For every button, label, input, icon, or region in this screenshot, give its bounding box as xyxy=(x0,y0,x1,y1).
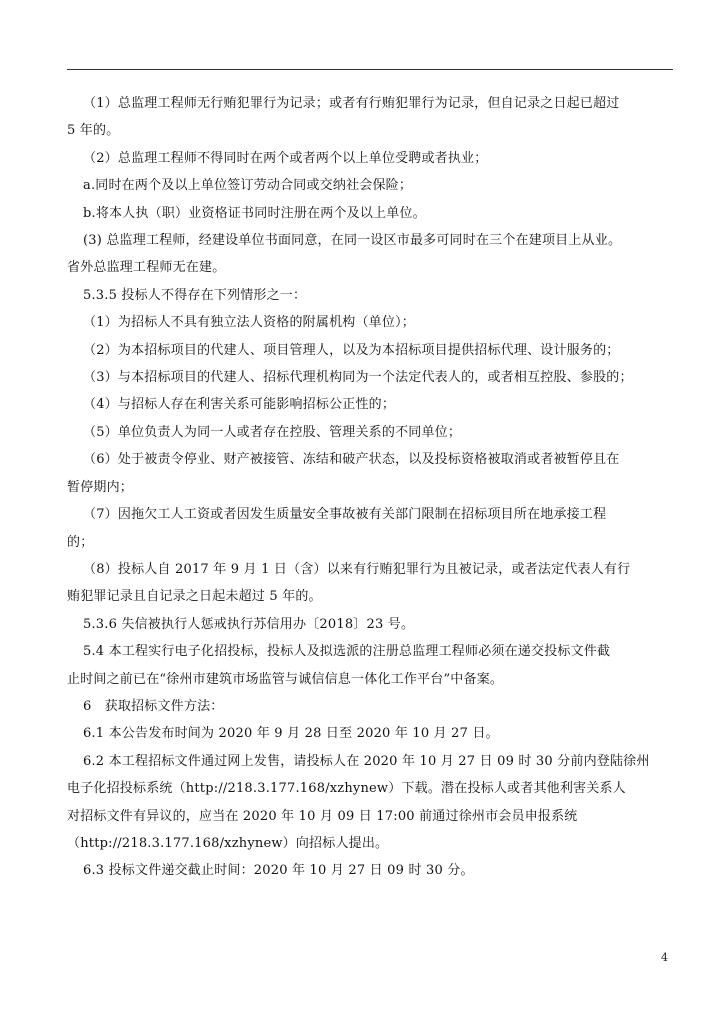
text-line: （1）为招标人不具有独立法人资格的附属机构（单位）； xyxy=(83,315,415,331)
document-body xyxy=(67,90,673,885)
text-line: 对招标文件有异议的，应当在 2020 年 10 月 09 日 17:00 前通过徐州市会员申报系统 xyxy=(67,808,578,824)
page-number: 4 xyxy=(661,951,668,964)
text-line: 省外总监理工程师无在建。 xyxy=(67,260,226,276)
text-line: (3) 总监理工程师，经建设单位书面同意，在同一设区市最多可同时在三个在建项目上从业。 xyxy=(83,233,622,249)
text-line: （1）总监理工程师无行贿犯罪行为记录；或者有行贿犯罪行为记录，但自记录之日起已超过 xyxy=(83,96,620,111)
text-line: 5.4 本工程实行电子化招投标，投标人及拟选派的注册总监理工程师必须在递交投标文件截 xyxy=(83,644,611,660)
text-line: （3）与本招标项目的代建人、招标代理机构同为一个法定代表人的，或者相互控股、参股的； xyxy=(83,370,633,386)
text-line: 6.1 本公告发布时间为 2020 年 9 月 28 日至 2020 年 10 月 27 日。 xyxy=(83,726,499,742)
text-line: （4）与招标人存在利害关系可能影响招标公正性的； xyxy=(83,397,396,413)
text-line: （http://218.3.177.168/xzhynew）向招标人提出。 xyxy=(67,835,389,851)
text-line: （6）处于被责令停业、财产被接管、冻结和破产状态，以及投标资格被取消或者被暂停且在 xyxy=(83,452,620,468)
text-line: 暂停期内； xyxy=(67,479,134,495)
text-line: b.将本人执（职）业资格证书同时注册在两个及以上单位。 xyxy=(83,205,426,221)
text-line: 5.3.5 投标人不得存在下列情形之一： xyxy=(83,287,307,303)
text-line: （8）投标人自 2017 年 9 月 1 日（含）以来有行贿犯罪行为且被记录，或者法定代表人有行 xyxy=(83,561,631,577)
text-line: （2）总监理工程师不得同时在两个或者两个以上单位受聘或者执业； xyxy=(83,150,488,166)
text-line: 止时间之前已在“徐州市建筑市场监管与诚信信息一体化工作平台”中备案。 xyxy=(67,671,504,687)
header-rule xyxy=(67,69,673,70)
text-line: （2）为本招标项目的代建人、项目管理人，以及为本招标项目提供招标代理、设计服务的； xyxy=(83,342,620,358)
text-line: （7）因拖欠工人工资或者因发生质量安全事故被有关部门限制在招标项目所在地承接工程 xyxy=(83,507,607,523)
text-line: 电子化招投标系统（http://218.3.177.168/xzhynew）下载。潜在投标人或者其他利害关系人 xyxy=(67,781,626,797)
text-line: a.同时在两个及以上单位签订劳动合同或交纳社会保险； xyxy=(83,178,413,194)
text-line: 贿犯罪记录且自记录之日起未超过 5 年的。 xyxy=(67,589,322,605)
text-line: 5.3.6 失信被执行人惩戒执行苏信用办〔2018〕23 号。 xyxy=(83,616,415,632)
text-line: （5）单位负责人为同一人或者存在控股、管理关系的不同单位； xyxy=(83,424,462,440)
text-line: 5 年的。 xyxy=(67,123,120,139)
text-line: 6.3 投标文件递交截止时间：2020 年 10 月 27 日 09 时 30 分。 xyxy=(83,863,474,879)
text-line: 的； xyxy=(67,534,94,550)
text-line: 6.2 本工程招标文件通过网上发售，请投标人在 2020 年 10 月 27 日 09 时 30 分前内登陆徐州 xyxy=(83,753,650,769)
text-line: 6 获取招标文件方法： xyxy=(83,698,224,714)
